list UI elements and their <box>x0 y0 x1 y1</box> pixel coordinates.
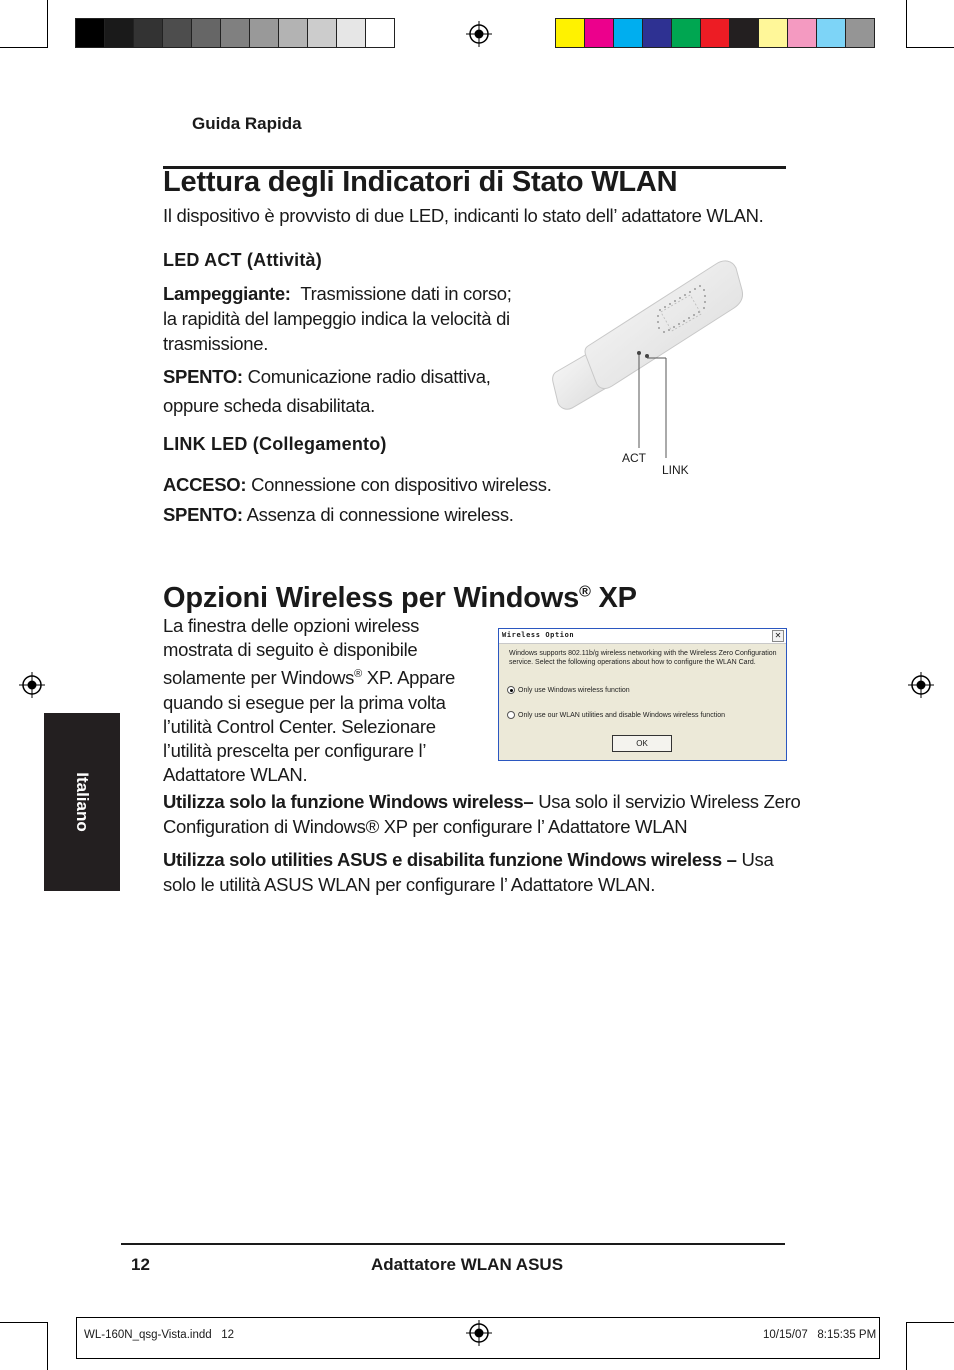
crop-mark <box>906 1322 954 1323</box>
link-led-heading: LINK LED (Collegamento) <box>163 434 387 454</box>
title-tail: XP <box>590 582 637 614</box>
paragraph-line: l’utilità Control Center. Selezionare <box>163 715 436 737</box>
paragraph-line: l’utilità prescelta per configurare l’ <box>163 740 427 762</box>
crop-mark <box>906 47 954 48</box>
paragraph-line: La finestra delle opzioni wireless <box>163 615 420 636</box>
section-title: Lettura degli Indicatori di Stato WLAN <box>163 166 678 198</box>
crop-mark <box>47 1322 48 1370</box>
blink-text: trasmissione. <box>163 333 269 354</box>
color-swatch <box>700 18 730 48</box>
dialog-title-bar <box>499 629 786 644</box>
option1-text: Configuration di Windows® XP per configurare l’ Adattatore WLAN <box>163 816 688 837</box>
blink-text: Trasmissione dati in corso; <box>300 283 512 304</box>
registered-mark: ® <box>579 583 591 601</box>
act-label: ACT <box>622 451 646 465</box>
color-swatch <box>133 18 163 48</box>
footer-rule <box>121 1243 785 1245</box>
color-swatch <box>555 18 585 48</box>
off-label: SPENTO: <box>163 366 243 387</box>
registration-mark-icon <box>19 672 45 698</box>
color-swatch <box>845 18 875 48</box>
paragraph-line: XP. Appare <box>361 667 455 689</box>
on-text: Connessione con dispositivo wireless. <box>251 474 552 495</box>
running-title: Guida Rapida <box>192 114 302 133</box>
language-side-tab <box>44 713 120 891</box>
off-label: SPENTO: <box>163 504 243 525</box>
close-icon[interactable]: ✕ <box>772 630 784 642</box>
off-text: Assenza di connessione wireless. <box>246 504 514 525</box>
dialog-description <box>509 649 781 667</box>
option1-label[interactable]: Only use Windows wireless function <box>518 687 630 694</box>
registered-mark: ® <box>354 668 362 681</box>
slug-date: 10/15/07 8:15:35 PM <box>763 1329 877 1341</box>
act-led-heading: LED ACT (Attività) <box>163 250 322 270</box>
link-led-description <box>163 472 552 527</box>
dialog-title: Wireless Option <box>502 631 575 639</box>
option2-description <box>163 847 773 897</box>
blink-label: Lampeggiante: <box>163 283 291 304</box>
color-swatch <box>307 18 337 48</box>
color-swatch <box>365 18 395 48</box>
color-swatch <box>75 18 105 48</box>
color-swatch <box>336 18 366 48</box>
ok-button[interactable]: OK <box>612 735 672 752</box>
option2-radio[interactable] <box>507 711 515 719</box>
off-text: oppure scheda disabilitata. <box>163 395 375 416</box>
option2-heading: Utilizza solo utilities ASUS e disabilita funzione Windows wireless – <box>163 849 737 870</box>
act-led-description <box>163 281 523 418</box>
color-swatch <box>671 18 701 48</box>
paragraph-line: quando si esegue per la prima volta <box>163 691 446 713</box>
title-main: Opzioni Wireless per Windows <box>163 582 580 614</box>
option1-text: Usa solo il servizio Wireless Zero <box>533 791 801 812</box>
option2-text: Usa <box>736 849 774 870</box>
page-number: 12 <box>131 1255 150 1274</box>
option1-heading: Utilizza solo la funzione Windows wireless– <box>163 791 534 812</box>
paragraph-line: Adattatore WLAN. <box>163 764 308 786</box>
section-title <box>163 582 637 615</box>
link-label: LINK <box>662 463 689 477</box>
color-swatch <box>758 18 788 48</box>
crop-mark <box>906 0 907 48</box>
option2-text: solo le utilità ASUS WLAN per configurare l’ Adattatore WLAN. <box>163 874 656 895</box>
option2-label[interactable]: Only use our WLAN utilities and disable Windows wireless function <box>518 712 725 719</box>
crop-mark <box>0 1322 48 1323</box>
slug-file: WL-160N_qsg-Vista.indd 12 <box>84 1329 235 1341</box>
color-swatch <box>787 18 817 48</box>
blink-text: la rapidità del lampeggio indica la velocità di <box>163 308 510 329</box>
off-text: Comunicazione radio disattiva, <box>247 366 491 387</box>
crop-mark <box>906 1322 907 1370</box>
option1-radio[interactable] <box>507 686 515 694</box>
color-swatch <box>191 18 221 48</box>
usb-adapter-illustration <box>548 250 748 460</box>
section-intro: Il dispositivo è provvisto di due LED, indicanti lo stato dell’ adattatore WLAN. <box>163 205 764 226</box>
section-paragraph <box>163 614 483 788</box>
color-swatch <box>642 18 672 48</box>
color-swatch <box>220 18 250 48</box>
color-swatch <box>613 18 643 48</box>
color-swatch <box>104 18 134 48</box>
color-swatch <box>278 18 308 48</box>
color-swatch <box>816 18 846 48</box>
registration-mark-icon <box>466 21 492 47</box>
on-label: ACCESO: <box>163 474 247 495</box>
option1-description <box>163 789 800 839</box>
language-label: Italiano <box>73 772 92 832</box>
color-swatch <box>249 18 279 48</box>
footer-product: Adattatore WLAN ASUS <box>371 1255 564 1274</box>
wireless-option-dialog <box>498 628 787 761</box>
crop-mark <box>47 0 48 48</box>
dialog-description-line: Windows supports 802.11b/g wireless networking with the Wireless Zero Configuration <box>509 650 777 657</box>
registration-mark-icon <box>908 672 934 698</box>
paragraph-line: mostrata di seguito è disponibile <box>163 639 418 661</box>
dialog-description-line: service. Select the following operations about how to configure the WLAN Card. <box>509 659 756 666</box>
crop-mark <box>0 47 48 48</box>
color-swatch <box>162 18 192 48</box>
color-swatch <box>584 18 614 48</box>
paragraph-line: solamente per Windows <box>163 667 355 689</box>
color-swatch <box>729 18 759 48</box>
